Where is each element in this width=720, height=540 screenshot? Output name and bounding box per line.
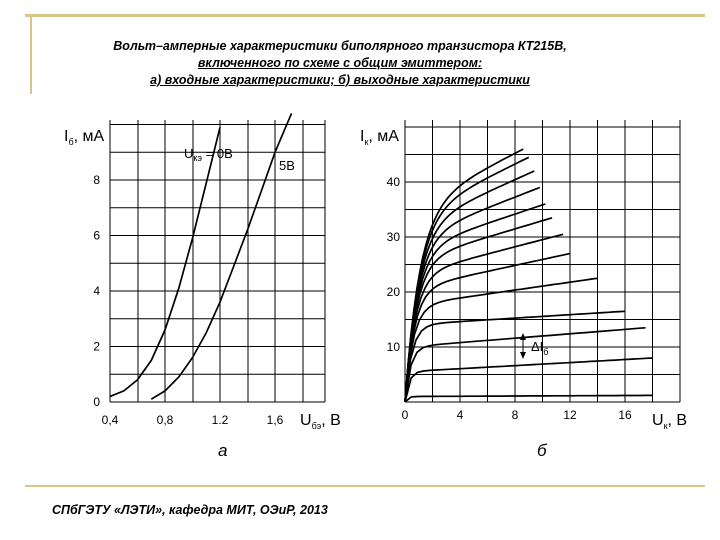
output-curve-8 [405,204,545,402]
output-curve-12 [405,149,523,402]
output-x-tick: 4 [456,408,464,422]
delta-ib-arrow-down [520,352,526,359]
output-x-tick: 0 [401,408,409,422]
input-y-tick: 6 [93,228,100,243]
output-y-tick: 10 [386,340,400,354]
title-line-2: включенного по схеме с общим эмиттером: [197,56,483,70]
output-chart-grid [405,120,680,402]
delta-ib-arrow-up [520,333,526,340]
input-y-tick: 2 [93,339,100,354]
output-y-axis-label: $I_к$, мА [360,128,399,147]
input-y-tick: 8 [93,173,100,187]
delta-ib-label: $\Delta I_б$ [531,339,549,357]
output-x-tick: 16 [618,408,632,422]
output-x-axis-label: $U_к$, В [652,412,688,431]
output-curve-9 [405,188,540,403]
input-x-axis-label: $U_{бэ}$, В [300,412,341,431]
input-characteristics-chart [64,113,341,460]
input-x-tick: 0,4 [101,413,119,427]
output-x-tick: 12 [563,408,577,422]
footer-credit: СПбГЭТУ «ЛЭТИ», кафедра МИТ, ОЭиР, 2013 [52,503,328,517]
input-x-tick: 1,6 [266,413,284,427]
curve-label-uke-0: $U_{кэ} = 0В$ [184,146,233,163]
output-characteristics-chart [360,120,687,460]
input-y-tick: 4 [93,284,100,298]
output-chart-curves [405,149,653,402]
output-curve-0 [405,395,653,402]
input-chart-ticks [93,173,283,427]
input-y-axis-label: $I_б$, мА [64,128,105,147]
input-x-tick: 0,8 [156,413,174,427]
input-y-tick: 0 [93,395,100,409]
output-chart-caption: б [537,441,547,460]
output-y-tick: 20 [386,285,400,299]
input-chart-caption: а [218,441,228,460]
output-y-tick: 30 [386,230,400,244]
output-y-tick: 40 [386,175,400,189]
curve-label-5v: 5В [279,158,295,173]
title-line-1: Вольт–амперные характеристики биполярного транзистора КТ215В, [113,39,567,53]
output-x-tick: 8 [511,408,519,422]
title-line-3: а) входные характеристики; б) выходные характеристики [150,73,530,87]
input-x-tick: 1.2 [211,413,229,427]
output-chart-ticks [387,175,632,422]
